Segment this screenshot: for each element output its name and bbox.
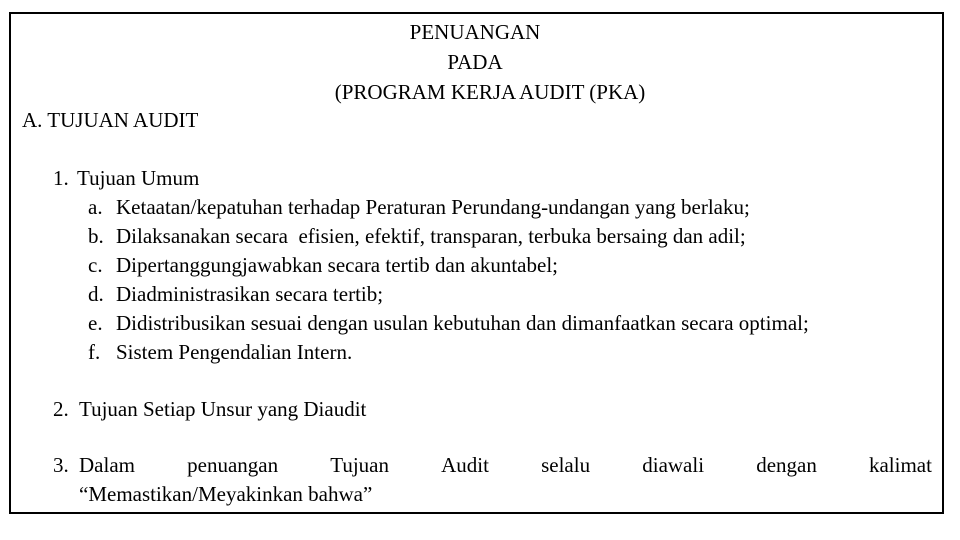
list-item-marker-a: a. — [88, 195, 103, 219]
point-3-number: 3. — [53, 453, 69, 477]
point-3-word: Dalam — [79, 453, 135, 477]
point-2-number: 2. — [53, 397, 69, 421]
list-item-marker-c: c. — [88, 253, 103, 277]
list-item-text-c: Dipertanggungjawabkan secara tertib dan akuntabel; — [116, 253, 558, 277]
point-3-line-1 — [79, 453, 932, 477]
list-item-text-d: Diadministrasikan secara tertib; — [116, 282, 384, 306]
list-item-marker-b: b. — [88, 224, 104, 248]
point-3-word: kalimat — [868, 453, 932, 477]
header-line-2: PADA — [447, 50, 503, 74]
list-item-text-a: Ketaatan/kepatuhan terhadap Peraturan Perundang-undangan yang berlaku; — [116, 195, 750, 219]
point-3-word: diawali — [642, 453, 705, 477]
point-3-word: selalu — [541, 453, 591, 477]
list-item-marker-d: d. — [88, 282, 104, 306]
list-item-marker-e: e. — [88, 311, 103, 335]
point-1-number: 1. — [53, 166, 69, 190]
header-line-3: (PROGRAM KERJA AUDIT (PKA) — [334, 80, 646, 104]
point-3-word: penuangan — [187, 453, 279, 477]
list-item-marker-f: f. — [88, 340, 101, 364]
header-line-1: PENUANGAN — [409, 20, 541, 44]
point-3-line-2: “Memastikan/Meyakinkan bahwa” — [79, 482, 373, 506]
section-a-title: A. TUJUAN AUDIT — [22, 108, 199, 132]
point-3-word: Tujuan — [330, 453, 389, 477]
list-item-text-b: Dilaksanakan secara efisien, efektif, transparan, terbuka bersaing dan adil; — [116, 224, 746, 248]
point-3-word: dengan — [756, 453, 817, 477]
point-3-word: Audit — [441, 453, 489, 477]
point-1-title: Tujuan Umum — [77, 166, 200, 190]
point-2-title: Tujuan Setiap Unsur yang Diaudit — [79, 397, 367, 421]
list-item-text-e: Didistribusikan sesuai dengan usulan kebutuhan dan dimanfaatkan secara optimal; — [116, 311, 809, 335]
list-item-text-f: Sistem Pengendalian Intern. — [116, 340, 353, 364]
